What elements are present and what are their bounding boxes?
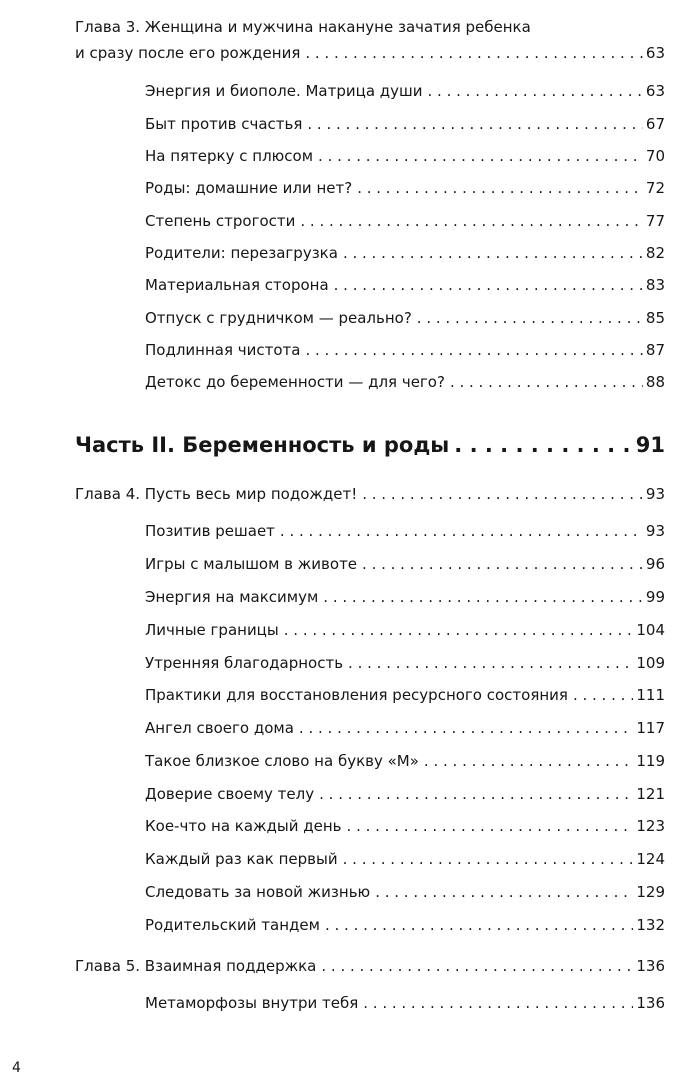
toc-section-entry [145,82,665,100]
toc-section-entry [145,244,665,262]
chapter-3-title-line1: Глава 3. Женщина и мужчина накануне зачатия ребенка [75,18,531,36]
section-title: Кое-что на каждый день [145,817,342,835]
leader-dots [307,115,643,133]
toc-section-entry [145,752,665,770]
section-title: Родительский тандем [145,916,320,934]
section-title: Детокс до беременности — для чего? [145,373,445,391]
section-page: 104 [636,621,665,639]
toc-section-entry [145,785,665,803]
toc-section-entry [145,179,665,197]
leader-dots [318,147,643,165]
leader-dots [362,555,643,573]
section-title: Материальная сторона [145,276,329,294]
section-title: Ангел своего дома [145,719,294,737]
leader-dots [325,916,633,934]
section-page: 124 [636,850,665,868]
section-title: Степень строгости [145,212,296,230]
section-page: 72 [645,179,665,197]
section-title: Каждый раз как первый [145,850,338,868]
leader-dots [284,621,634,639]
chapter-4-title: Глава 4. Пусть весь мир подождет! [75,485,358,503]
leader-dots [348,654,633,672]
toc-section-entry [145,115,665,133]
toc-section-entry [145,341,665,359]
section-page: 109 [636,654,665,672]
toc-section-entry [145,588,665,606]
leader-dots [375,883,633,901]
section-title: Утренняя благодарность [145,654,344,672]
chapter-5-entry [75,957,665,975]
section-page: 93 [645,522,665,540]
leader-dots [362,485,643,503]
leader-dots [280,522,643,540]
toc-section-entry [145,654,665,672]
section-title: На пятерку с плюсом [145,147,314,165]
section-page: 121 [636,785,665,803]
section-page: 111 [636,686,665,704]
section-title: Такое близкое слово на букву «М» [145,752,419,770]
section-page: 132 [636,916,665,934]
toc-section-entry [145,719,665,737]
section-title: Следовать за новой жизнью [145,883,371,901]
section-page: 117 [636,719,665,737]
section-page: 88 [645,373,665,391]
toc-section-entry [145,686,665,704]
leader-dots [347,817,634,835]
leader-dots [323,588,643,606]
section-title: Отпуск с грудничком — реально? [145,309,412,327]
chapter-4-entry [75,485,665,503]
toc-section-entry [145,916,665,934]
leader-dots [305,341,642,359]
leader-dots [357,179,643,197]
leader-dots [305,44,643,62]
section-page: 85 [645,309,665,327]
leader-dots [424,752,633,770]
section-title: Энергия на максимум [145,588,319,606]
chapter-5-title: Глава 5. Взаимная поддержка [75,957,317,975]
toc-section-entry [145,522,665,540]
part-2-entry [75,432,665,458]
leader-dots [454,432,632,458]
toc-section-entry [145,817,665,835]
section-page: 83 [645,276,665,294]
leader-dots [343,244,643,262]
section-title: Роды: домашние или нет? [145,179,353,197]
toc-section-entry [145,555,665,573]
section-title: Доверие своему телу [145,785,315,803]
section-title: Игры с малышом в животе [145,555,358,573]
section-title: Родители: перезагрузка [145,244,338,262]
section-page: 77 [645,212,665,230]
section-title: Практики для восстановления ресурсного состояния [145,686,568,704]
leader-dots [417,309,643,327]
section-page: 99 [645,588,665,606]
section-title: Быт против счастья [145,115,303,133]
toc-section-entry [145,994,665,1012]
section-title: Метаморфозы внутри тебя [145,994,359,1012]
leader-dots [343,850,634,868]
section-title: Энергия и биополе. Матрица души [145,82,423,100]
chapter-3-page: 63 [645,44,665,62]
toc-section-entry [145,621,665,639]
section-title: Личные границы [145,621,279,639]
page-number: 4 [12,1060,21,1076]
chapter-3-entry [75,44,665,62]
leader-dots [428,82,643,100]
toc-section-entry [145,309,665,327]
leader-dots [334,276,643,294]
section-page: 82 [645,244,665,262]
section-title: Позитив решает [145,522,275,540]
chapter-4-page: 93 [645,485,665,503]
section-page: 96 [645,555,665,573]
section-page: 87 [645,341,665,359]
section-page: 67 [645,115,665,133]
section-page: 129 [636,883,665,901]
section-page: 136 [636,994,665,1012]
section-page: 123 [636,817,665,835]
section-page: 119 [636,752,665,770]
part-2-title: Часть II. Беременность и роды [75,433,450,457]
leader-dots [363,994,633,1012]
toc-section-entry [145,276,665,294]
toc-section-entry [145,212,665,230]
leader-dots [299,719,633,737]
toc-section-entry [145,373,665,391]
leader-dots [573,686,633,704]
leader-dots [300,212,643,230]
toc-section-entry [145,883,665,901]
section-title: Подлинная чистота [145,341,301,359]
chapter-3-title-line2: и сразу после его рождения [75,44,301,62]
leader-dots [450,373,643,391]
part-2-page: 91 [635,433,665,457]
chapter-5-page: 136 [636,957,665,975]
toc-section-entry [145,147,665,165]
leader-dots [319,785,633,803]
section-page: 63 [645,82,665,100]
leader-dots [321,957,633,975]
section-page: 70 [645,147,665,165]
toc-section-entry [145,850,665,868]
